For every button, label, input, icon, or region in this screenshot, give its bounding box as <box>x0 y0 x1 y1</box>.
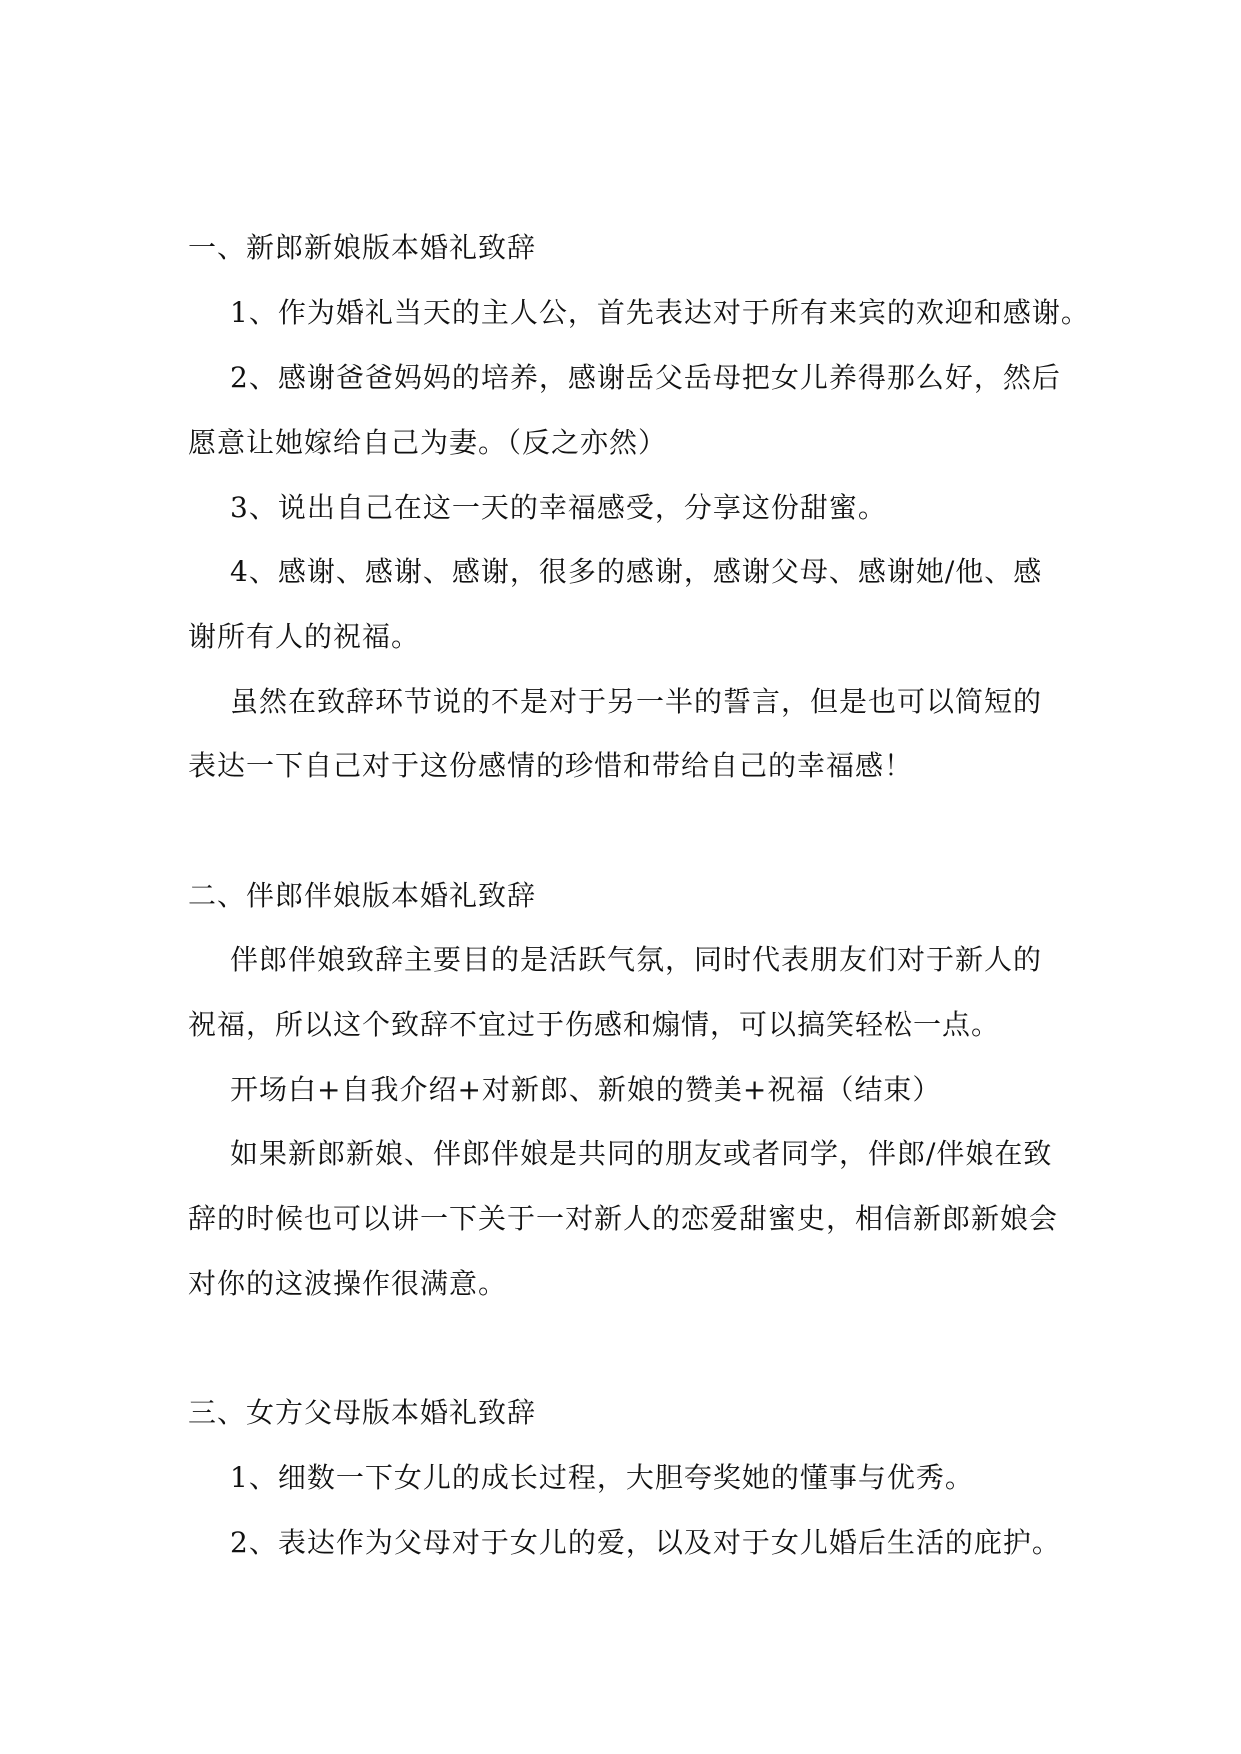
paragraph-line: 辞的时候也可以讲一下关于一对新人的恋爱甜蜜史，相信新郎新娘会 <box>188 1202 1059 1235</box>
paragraph-line: 4、感谢、感谢、感谢，很多的感谢，感谢父母、感谢她/他、感 <box>230 555 1043 588</box>
paragraph-line: 1、作为婚礼当天的主人公，首先表达对于所有来宾的欢迎和感谢。 <box>230 296 1090 329</box>
section-heading-3: 三、女方父母版本婚礼致辞 <box>188 1396 537 1429</box>
section-heading-2: 二、伴郎伴娘版本婚礼致辞 <box>188 879 537 912</box>
paragraph-line: 如果新郎新娘、伴郎伴娘是共同的朋友或者同学，伴郎/伴娘在致 <box>230 1137 1053 1170</box>
paragraph-line: 祝福，所以这个致辞不宜过于伤感和煽情，可以搞笑轻松一点。 <box>188 1008 1001 1041</box>
section-heading-1: 一、新郎新娘版本婚礼致辞 <box>188 231 537 264</box>
paragraph-line: 虽然在致辞环节说的不是对于另一半的誓言，但是也可以简短的 <box>230 685 1043 718</box>
paragraph-line: 对你的这波操作很满意。 <box>188 1267 508 1300</box>
paragraph-line: 伴郎伴娘致辞主要目的是活跃气氛，同时代表朋友们对于新人的 <box>230 943 1043 976</box>
paragraph-line: 谢所有人的祝福。 <box>188 620 421 653</box>
paragraph-line: 开场白+自我介绍+对新郎、新娘的赞美+祝福（结束） <box>230 1073 942 1106</box>
paragraph-line: 3、说出自己在这一天的幸福感受，分享这份甜蜜。 <box>230 491 887 524</box>
paragraph-line: 2、感谢爸爸妈妈的培养，感谢岳父岳母把女儿养得那么好，然后 <box>230 361 1061 394</box>
paragraph-line: 2、表达作为父母对于女儿的爱，以及对于女儿婚后生活的庇护。 <box>230 1526 1061 1559</box>
paragraph-line: 1、细数一下女儿的成长过程，大胆夸奖她的懂事与优秀。 <box>230 1461 974 1494</box>
paragraph-line: 愿意让她嫁给自己为妻。（反之亦然） <box>188 426 668 459</box>
paragraph-line: 表达一下自己对于这份感情的珍惜和带给自己的幸福感！ <box>188 749 914 782</box>
